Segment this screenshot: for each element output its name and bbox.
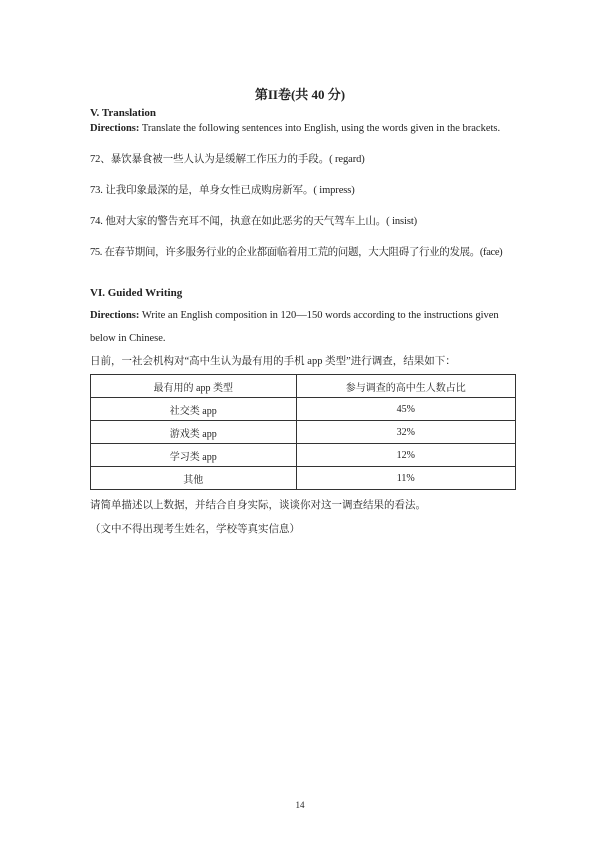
translation-directions (90, 122, 530, 136)
translation-heading: V. Translation (90, 107, 157, 119)
table-row (91, 444, 516, 467)
table-header-row (91, 375, 516, 398)
table-cell-app-type: 学习类 app (91, 444, 297, 467)
writing-heading: VI. Guided Writing (90, 287, 183, 299)
page-title: 第II卷(共 40 分) (254, 87, 346, 102)
survey-table (90, 374, 516, 490)
table-cell-percentage: 32% (296, 421, 516, 444)
writing-directions-line1 (90, 309, 530, 323)
table-header-percentage: 参与调查的高中生人数占比 (296, 375, 516, 398)
translation-item-72: 72、暴饮暴食被一些人认为是缓解工作压力的手段。( regard) (90, 154, 365, 165)
table-cell-app-type: 社交类 app (91, 398, 297, 421)
survey-intro: 日前，一社会机构对“高中生认为最有用的手机 app 类型”进行调查，结果如下： (90, 356, 456, 367)
table-cell-percentage: 45% (296, 398, 516, 421)
table-row (91, 398, 516, 421)
table-header-app-type: 最有用的 app 类型 (91, 375, 297, 398)
table-cell-percentage: 11% (296, 467, 516, 490)
translation-directions-text: Translate the following sentences into English, using the words given in the brackets. (139, 123, 501, 134)
translation-item-74: 74. 他对大家的警告充耳不闻，执意在如此恶劣的天气驾车上山。( insist) (90, 216, 418, 227)
table-cell-percentage: 12% (296, 444, 516, 467)
writing-directions-text: Write an English composition in 120—150 words according to the instructions given (139, 310, 499, 321)
translation-item-73: 73. 让我印象最深的是，单身女性已成购房新军。( impress) (90, 185, 355, 196)
table-cell-app-type: 游戏类 app (91, 421, 297, 444)
translation-directions-label: Directions: (90, 123, 140, 134)
writing-instruction: 请简单描述以上数据，并结合自身实际，谈谈你对这一调查结果的看法。 (90, 500, 426, 511)
translation-item-75: 75. 在春节期间，许多服务行业的企业都面临着用工荒的问题，大大阻碍了行业的发展。(face) (90, 247, 503, 258)
table-row (91, 421, 516, 444)
writing-note: （文中不得出现考生姓名，学校等真实信息） (90, 524, 300, 535)
writing-directions-label: Directions: (90, 310, 140, 321)
writing-directions-line2: below in Chinese. (90, 333, 166, 344)
page-number: 14 (295, 800, 305, 810)
table-cell-app-type: 其他 (91, 467, 297, 490)
table-row (91, 467, 516, 490)
